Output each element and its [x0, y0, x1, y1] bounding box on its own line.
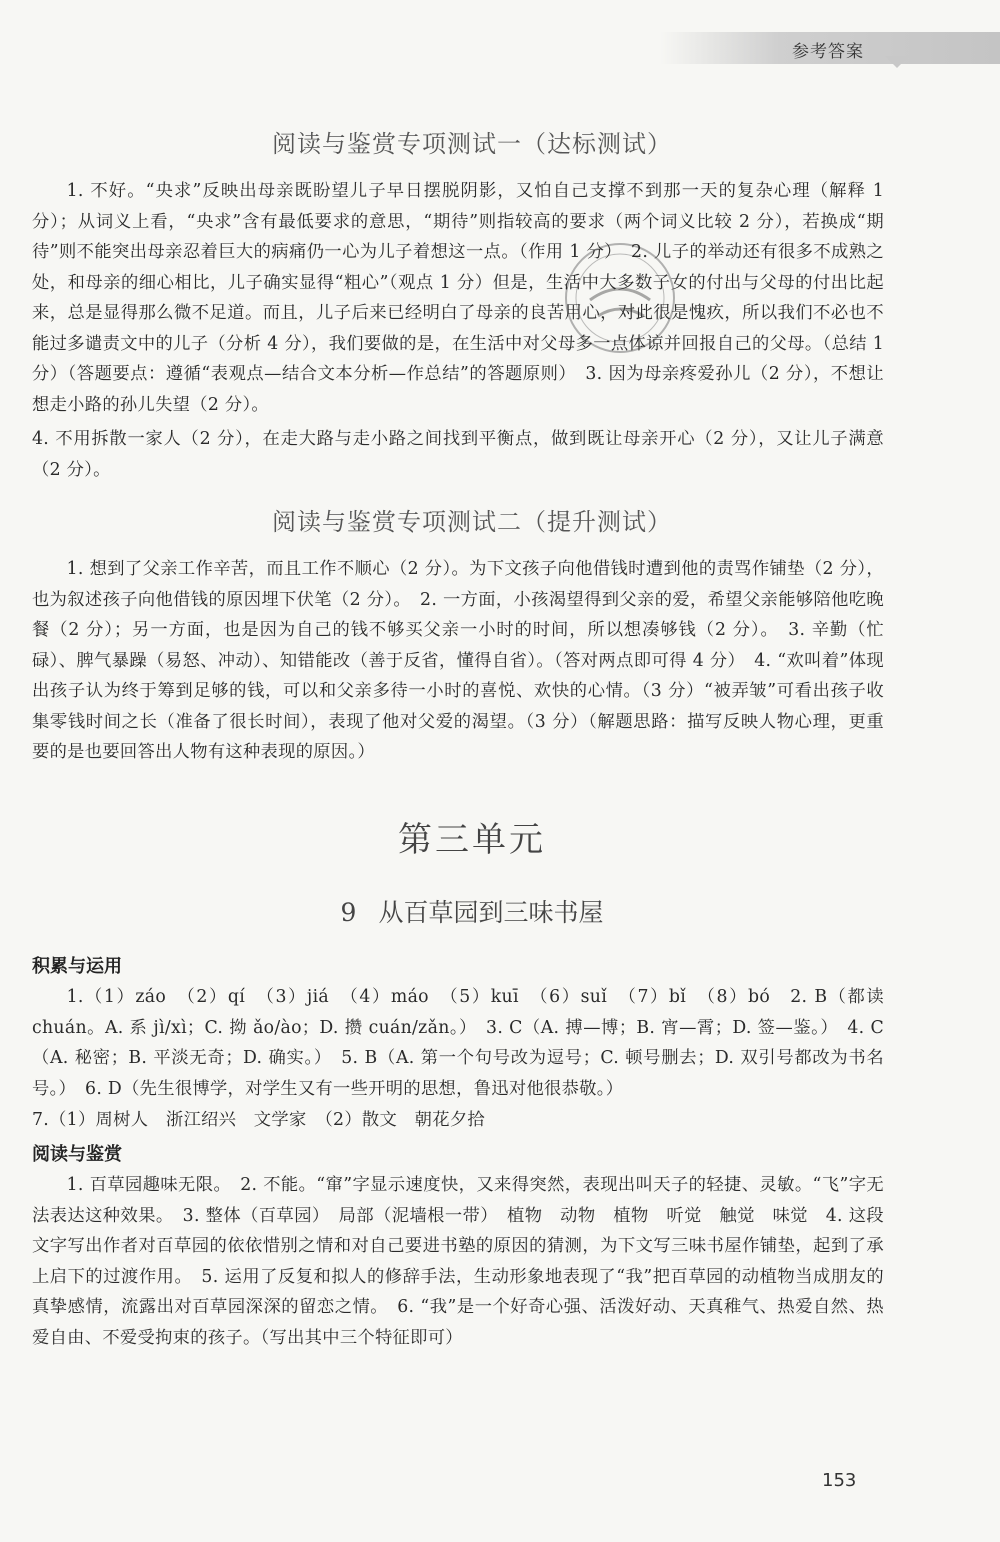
- lesson-title: [32, 893, 912, 929]
- unit-title: 第三单元: [398, 820, 546, 860]
- lesson-name: 从百草园到三味书屋: [378, 898, 604, 927]
- reading-heading: 阅读与鉴赏: [32, 1144, 122, 1165]
- accumulation-heading: 积累与运用: [32, 956, 122, 977]
- test1-paragraph-2: 4. 不用拆散一家人（2 分），在走大路与走小路之间找到平衡点，做到既让母亲开心（2 分），又让儿子满意（2 分）。: [32, 429, 884, 480]
- test1-paragraph-1: 1. 不好。“央求”反映出母亲既盼望儿子早日摆脱阴影，又怕自己支撑不到那一天的复杂心理（解释 1 分）；从词义上看，“央求”含有最低要求的意思，“期待”则指较高的要求（两个词义比较 2 分），若换成“期待”则不能突出母亲忍着巨大的病痛仍一心为儿子着想这一点。（作用 1 分） 2. 儿子的举动还有很多不成熟之处，和母亲的细心相比，儿子确实显得“粗心”（观点 1 分）但是，生活中大多数子女的付出与父母的付出比起来，总是显得那么微不足道。而且，儿子后来已经明白了母亲的良苦用心，对此很是愧疚，所以我们不必也不能过多谴责文中的儿子（分析 4 分），我们要做的是，在生活中对父母多一点体谅并回报自己的父母。（总结 1 分）（答题要点：遵循“表观点—结合文本分析—作总结”的答题原则） 3. 因为母亲疼爱孙儿（2 分），不想让想走小路的孙儿失望（2 分）。: [32, 181, 884, 415]
- header-tab: [660, 32, 1000, 64]
- reading-paragraph-1: 1. 百草园趣味无限。 2. 不能。“窜”字显示速度快，又来得突然，表现出叫天子的轻捷、灵敏。“飞”字无法表达这种效果。 3. 整体（百草园） 局部（泥墙根一带） 植物 动物 植物 听觉 触觉 味觉 4. 这段文字写出作者对百草园的依依惜别之情和对自己要进书塾的原因的猜测，为下文写三味书屋作铺垫，起到了承上启下的过渡作用。 5. 运用了反复和拟人的修辞手法，生动形象地表现了“我”把百草园的动植物当成朋友的真挚感情，流露出对百草园深深的留恋之情。 6. “我”是一个好奇心强、活泼好动、天真稚气、热爱自然、热爱自由、不爱受拘束的孩子。（写出其中三个特征即可）: [32, 1175, 884, 1348]
- page-number: 153: [822, 1470, 857, 1491]
- accumulation-paragraph-1: 1.（1）záo （2）qí （3）jiá （4）máo （5）kuī （6）suǐ （7）bǐ （8）bó 2. B（都读 chuán。A. 系 jì/xì；C. 拗 ǎo/ào；D. 攒 cuán/zǎn。） 3. C（A. 搏—博；B. 宵—霄；D. 签—鉴。） 4. C（A. 秘密；B. 平淡无奇；D. 确实。） 5. B（A. 第一个句号改为逗号；C. 顿号删去；D. 双引号都改为书名号。） 6. D（先生很博学，对学生又有一些开明的思想，鲁迅对他很恭敬。）: [32, 987, 884, 1099]
- header-tab-label: 参考答案: [792, 42, 864, 62]
- section-title-test1: 阅读与鉴赏专项测试一（达标测试）: [272, 130, 672, 158]
- header-tab-notch: [885, 56, 909, 68]
- accumulation-paragraph-2: 7.（1）周树人 浙江绍兴 文学家 （2）散文 朝花夕拾: [32, 1110, 485, 1130]
- test2-paragraph-1: 1. 想到了父亲工作辛苦，而且工作不顺心（2 分）。为下文孩子向他借钱时遭到他的责骂作铺垫（2 分），也为叙述孩子向他借钱的原因埋下伏笔（2 分）。 2. 一方面，小孩渴望得到父亲的爱，希望父亲能够陪他吃晚餐（2 分）；另一方面，也是因为自己的钱不够买父亲一小时的时间，所以想凑够钱（2 分）。 3. 辛勤（忙碌）、脾气暴躁（易怒、冲动）、知错能改（善于反省，懂得自省）。（答对两点即可得 4 分） 4. “欢叫着”体现出孩子认为终于筹到足够的钱，可以和父亲多待一小时的喜悦、欢快的心情。（3 分）“被弄皱”可看出孩子收集零钱时间之长（准备了很长时间），表现了他对父爱的渴望。（3 分）（解题思路：描写反映人物心理，更重要的是也要回答出人物有这种表现的原因。）: [32, 559, 884, 762]
- lesson-number: 9: [340, 898, 357, 927]
- section-title-test2: 阅读与鉴赏专项测试二（提升测试）: [272, 508, 672, 536]
